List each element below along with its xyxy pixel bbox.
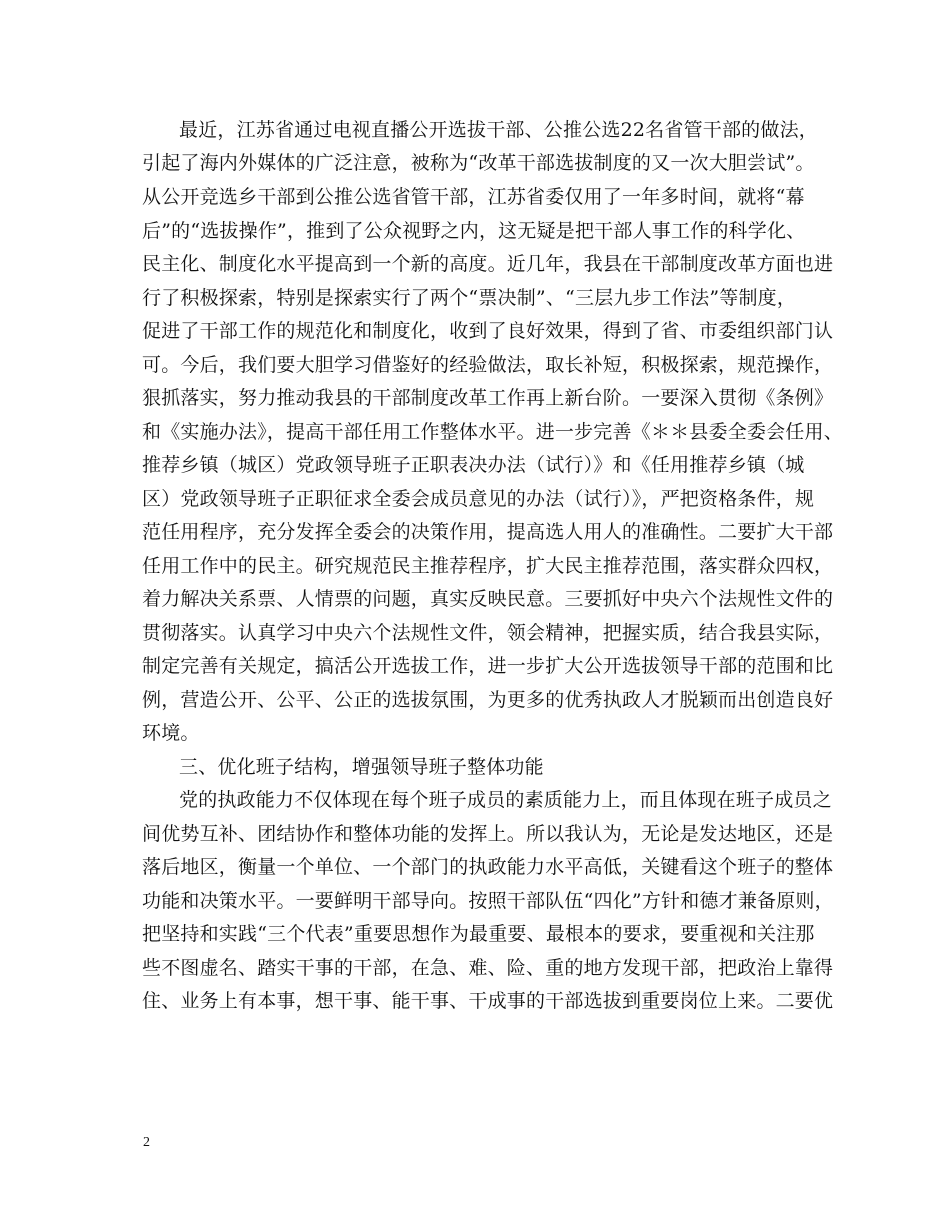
text-line: 任用工作中的民主。研究规范民主推荐程序，扩大民主推荐范围，落实群众四权，: [142, 555, 834, 577]
text-line: 推荐乡镇（城区）党政领导班子正职表决办法（试行）》和《任用推荐乡镇（城: [142, 454, 805, 476]
text-line: 范任用程序，充分发挥全委会的决策作用，提高选人用人的准确性。二要扩大干部: [142, 521, 834, 543]
text-line: 把坚持和实践“三个代表”重要思想作为最重要、最根本的要求，要重视和关注那: [142, 923, 815, 945]
text-line: 可。今后，我们要大胆学习借鉴好的经验做法，取长补短，积极探索，规范操作，: [142, 354, 834, 376]
text-line: 促进了干部工作的规范化和制度化，收到了良好效果，得到了省、市委组织部门认: [142, 320, 834, 342]
text-line: 狠抓落实，努力推动我县的干部制度改革工作再上新台阶。一要深入贯彻《条例》: [142, 387, 834, 409]
text-line: 引起了海内外媒体的广泛注意，被称为“改革干部选拔制度的又一次大胆尝试”。: [142, 152, 815, 174]
text-line: 最近，江苏省通过电视直播公开选拔干部、公推公选22名省管干部的做法，: [179, 119, 818, 141]
text-line: 落后地区，衡量一个单位、一个部门的执政能力水平高低，关键看这个班子的整体: [142, 856, 834, 878]
text-line: 间优势互补、团结协作和整体功能的发挥上。所以我认为，无论是发达地区，还是: [142, 823, 834, 845]
text-line: 和《实施办法》，提高干部任用工作整体水平。进一步完善《＊＊县委全委会任用、: [142, 421, 843, 443]
text-line: 党的执政能力不仅体现在每个班子成员的素质能力上，而且体现在班子成员之: [179, 789, 832, 811]
text-line: 住、业务上有本事，想干事、能干事、干成事的干部选拔到重要岗位上来。二要优: [142, 990, 834, 1012]
text-line: 环境。: [142, 722, 200, 744]
text-line: 功能和决策水平。一要鲜明干部导向。按照干部队伍“四化”方针和德才兼备原则，: [142, 890, 834, 912]
text-line: 例，营造公开、公平、公正的选拔氛围，为更多的优秀执政人才脱颖而出创造良好: [142, 689, 834, 711]
text-line: 着力解决关系票、人情票的问题，真实反映民意。三要抓好中央六个法规性文件的: [142, 588, 834, 610]
text-line: 民主化、制度化水平提高到一个新的高度。近几年，我县在干部制度改革方面也进: [142, 253, 834, 275]
text-line: 制定完善有关规定，搞活公开选拔工作，进一步扩大公开选拔领导干部的范围和比: [142, 655, 834, 677]
section-heading: 三、优化班子结构，增强领导班子整体功能: [179, 756, 544, 778]
text-line: 后”的“选拔操作”，推到了公众视野之内，这无疑是把干部人事工作的科学化、: [142, 220, 806, 242]
text-line: 区）党政领导班子正职征求全委会成员意见的办法（试行）》，严把资格条件，规: [142, 488, 815, 510]
text-line: 贯彻落实。认真学习中央六个法规性文件，领会精神，把握实质，结合我县实际，: [142, 622, 834, 644]
text-line: 从公开竞选乡干部到公推公选省管干部，江苏省委仅用了一年多时间，就将“幕: [142, 186, 805, 208]
text-line: 些不图虚名、踏实干事的干部，在急、难、险、重的地方发现干部，把政治上靠得: [142, 957, 834, 979]
page-number: 2: [143, 1135, 150, 1150]
text-line: 行了积极探索，特别是探索实行了两个“票决制”、“三层九步工作法”等制度，: [142, 287, 797, 309]
